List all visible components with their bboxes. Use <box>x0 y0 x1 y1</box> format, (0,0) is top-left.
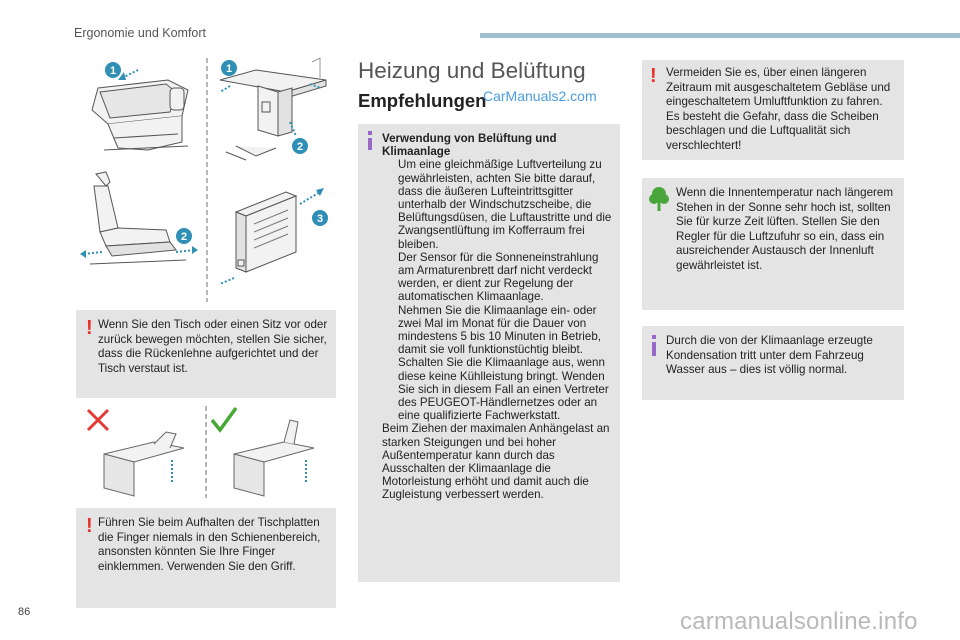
list-item: Um eine gleichmäßige Luftverteilung zu gewährleisten, achten Sie bitte darauf, dass die äußeren Lufteintrittsgitter unterhalb der Windschutzscheibe, die Belüftungsdüsen, die Luftaustritte und die Zwangsentlüftung im Kofferraum frei bleiben. <box>398 158 612 251</box>
table-open-illustration <box>216 56 336 164</box>
watermark-bottom: carmanualsonline.info <box>680 608 918 635</box>
warning-text: Vermeiden Sie es, über einen längeren Zeitraum mit ausgeschaltetem Gebläse und eingeschaltetem Umluftfunktion zu fahren. Es besteht die Gefahr, dass die Scheiben beschlagen und die Luftqualität sich verschlechtert! <box>666 66 891 152</box>
page-number: 86 <box>18 606 31 618</box>
warning-text: Führen Sie beim Aufhalten der Tischplatten die Finger niemals in den Schienenbereich, ansonsten könnten Sie Ihre Finger einklemmen. Verwenden Sie den Griff. <box>98 516 321 573</box>
warning-icon: ! <box>86 317 93 339</box>
list-item: Nehmen Sie die Klimaanlage ein- oder zwei Mal im Monat für die Dauer von mindestens 5 bis 10 Minuten in Betrieb, damit sie voll funktionstüchtig bleibt. <box>398 303 602 357</box>
recommendations-box <box>358 124 620 582</box>
recommendations-footer: Beim Ziehen der maximalen Anhängelast an starken Steigungen und bei hoher Außentemperatur kann durch das Ausschalten der Klimaanlage die Motorleistung erhöht und damit auch die Zugleistung verbessert werden. <box>382 422 610 502</box>
svg-text:3: 3 <box>316 213 324 225</box>
svg-text:1: 1 <box>109 65 117 77</box>
eco-box <box>642 178 904 310</box>
finger-position-illustration <box>84 404 338 500</box>
warning-box-table-seat <box>76 310 336 398</box>
list-item: Schalten Sie die Klimaanlage aus, wenn diese keine Kühlleistung bringt. Wenden Sie sich in diesem Fall an einen Vertreter des PEUGEOT-Händlernetzes oder an eine qualifizierte Fachwerkstatt. <box>398 356 609 423</box>
eco-text: Wenn die Innentemperatur nach längerem Stehen in der Sonne sehr hoch ist, sollten Sie für kurze Zeit lüften. Stellen Sie den Regler für die Luftzufuhr so ein, dass ein ausreichender Austausch der Innenluft gewährleistet ist. <box>676 186 893 272</box>
section-title: Heizung und Belüftung <box>358 58 586 83</box>
recommendations-list <box>382 158 616 422</box>
header-title: Ergonomie und Komfort <box>74 26 207 40</box>
svg-text:2: 2 <box>296 141 304 153</box>
rear-vent-illustration <box>216 172 336 292</box>
warning-icon: ! <box>650 65 657 87</box>
info-icon <box>652 342 656 356</box>
warning-box-ventilation <box>642 60 904 160</box>
warning-box-fingers <box>76 508 336 608</box>
svg-text:2: 2 <box>180 231 188 243</box>
info-icon <box>368 138 372 150</box>
eco-tree-icon <box>648 186 670 212</box>
warning-icon: ! <box>86 515 93 537</box>
section-subtitle: Empfehlungen <box>358 90 487 111</box>
svg-text:1: 1 <box>225 63 233 75</box>
warning-text: Wenn Sie den Tisch oder einen Sitz vor oder zurück bewegen möchten, stellen Sie sicher, dass die Rückenlehne aufgerichtet und der Tisch verstaut ist. <box>98 318 328 375</box>
recommendations-content <box>382 132 616 502</box>
header-bar <box>480 33 960 38</box>
seat-slide-illustration <box>76 168 198 274</box>
wrong-icon <box>88 410 108 430</box>
info-text: Durch die von der Klimaanlage erzeugte Kondensation tritt unter dem Fahrzeug Wasser aus – dies ist völlig normal. <box>666 334 873 377</box>
correct-icon <box>212 408 236 430</box>
recommendations-heading: Verwendung von Belüftung und Klimaanlage <box>382 132 557 159</box>
seat-recline-illustration <box>78 58 196 158</box>
watermark-top: CarManuals2.com <box>483 88 597 104</box>
illustration-divider <box>206 58 208 302</box>
list-item: Der Sensor für die Sonneneinstrahlung am Armaturenbrett darf nicht verdeckt werden, er dient zur Regelung der automatischen Klimaanlage. <box>398 250 599 304</box>
info-box-condensation <box>642 326 904 400</box>
